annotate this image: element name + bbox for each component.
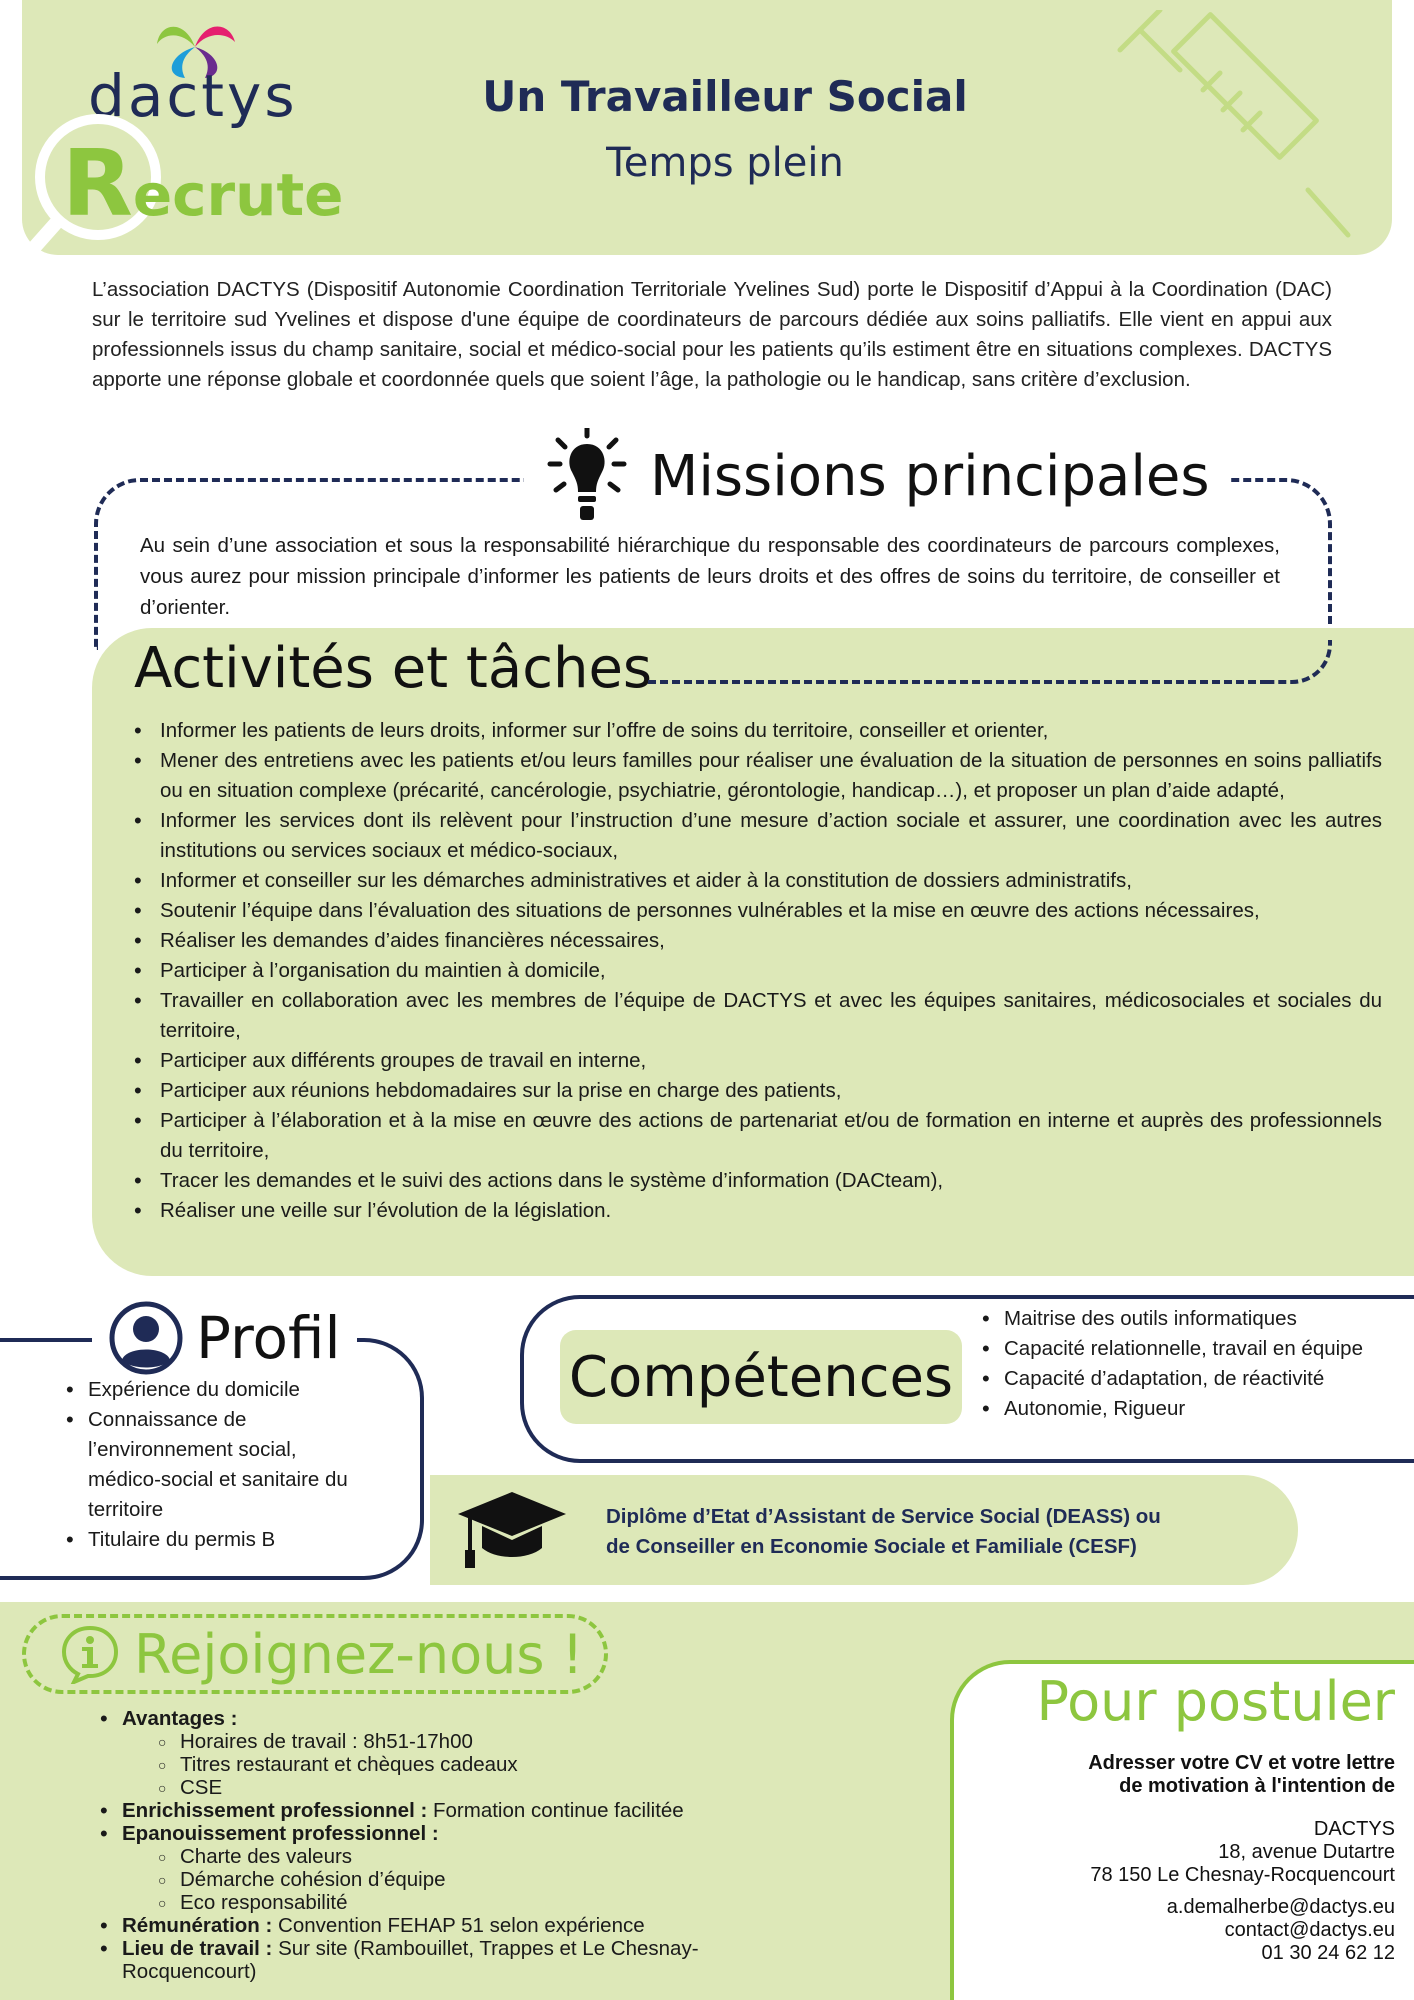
list-item: • Participer aux réunions hebdomadaires sur la prise en charge des patients, bbox=[134, 1076, 1382, 1106]
sub-list-item: ○ Démarche cohésion d’équipe bbox=[158, 1868, 820, 1891]
diploma-line-1: Diplôme d’Etat d’Assistant de Service Social (DEASS) ou bbox=[606, 1505, 1161, 1528]
email-link[interactable]: contact@dactys.eu bbox=[1224, 1919, 1395, 1941]
job-title: Un Travailleur Social bbox=[482, 72, 968, 121]
list-item: • Réaliser une veille sur l’évolution de la législation. bbox=[134, 1196, 1382, 1226]
list-item: • Informer les patients de leurs droits, informer sur l’offre de soins du territoire, conseiller et orienter, bbox=[134, 716, 1382, 746]
address-line: DACTYS bbox=[1313, 1818, 1395, 1840]
competences-heading bbox=[560, 1330, 962, 1424]
activities-divider bbox=[648, 680, 1268, 684]
list-item bbox=[100, 1799, 820, 1822]
join-heading bbox=[22, 1614, 608, 1694]
syringe-icon bbox=[1108, 10, 1356, 250]
list-item: • Capacité d’adaptation, de réactivité bbox=[982, 1364, 1386, 1394]
sub-list-item: ○ Charte des valeurs bbox=[158, 1845, 820, 1868]
recrute-label: Recrute bbox=[62, 130, 344, 237]
remuneration-value: Convention FEHAP 51 selon expérience bbox=[272, 1914, 645, 1937]
list-item: • Maitrise des outils informatiques bbox=[982, 1304, 1386, 1334]
list-item: • Expérience du domicile bbox=[66, 1375, 366, 1405]
list-item: • Capacité relationnelle, travail en équipe bbox=[982, 1334, 1386, 1364]
enrichissement-value: Formation continue facilitée bbox=[427, 1799, 684, 1822]
profil-heading bbox=[92, 1298, 357, 1378]
logo-text: dactys bbox=[88, 62, 298, 130]
list-item: • Mener des entretiens avec les patients et/ou leurs familles pour réaliser une évaluation de la situation de personnes en soins palliatifs ou en situation complexe (précarité, cancérologie, psychiatrie, gérontologie, handicap…), et proposer un plan d’aide adapté, bbox=[134, 746, 1382, 806]
sub-list-item: ○ CSE bbox=[158, 1776, 820, 1799]
list-item: • Titulaire du permis B bbox=[66, 1525, 366, 1555]
list-item: • Tracer les demandes et le suivi des actions dans le système d’information (DACteam), bbox=[134, 1166, 1382, 1196]
apply-contact bbox=[970, 1896, 1395, 1965]
missions-text: Au sein d’une association et sous la responsabilité hiérarchique du responsable des coordinateurs de parcours complexes, vous aurez pour mission principale d’informer les patients de leurs droits et des offres de soins du territoire, de conseiller et d’orienter. bbox=[140, 534, 1280, 619]
apply-address bbox=[970, 1818, 1395, 1887]
list-item bbox=[100, 1914, 820, 1937]
activities-list bbox=[134, 716, 1382, 1226]
list-item: • Travailler en collaboration avec les membres de l’équipe de DACTYS et avec les équipes sanitaires, médicosociales et sociales du territoire, bbox=[134, 986, 1382, 1046]
missions-heading bbox=[524, 428, 1230, 524]
diploma-line-2: de Conseiller en Economie Sociale et Familiale (CESF) bbox=[606, 1535, 1137, 1558]
apply-title: Pour postuler bbox=[1036, 1670, 1395, 1733]
avantages-label: Avantages : bbox=[122, 1707, 238, 1730]
user-icon bbox=[108, 1300, 184, 1376]
diploma-text bbox=[606, 1502, 1206, 1562]
info-icon bbox=[60, 1624, 120, 1684]
lieu-value: Sur site (Rambouillet, Trappes et Le Chesnay-Rocquencourt) bbox=[122, 1937, 699, 1983]
list-item: • Informer et conseiller sur les démarches administratives et aider à la constitution de dossiers administratifs, bbox=[134, 866, 1382, 896]
address-line: 18, avenue Dutartre bbox=[1218, 1841, 1395, 1863]
email-link[interactable]: a.demalherbe@dactys.eu bbox=[1166, 1896, 1395, 1918]
lightbulb-icon bbox=[544, 428, 630, 524]
remuneration-label: Rémunération : bbox=[122, 1914, 273, 1937]
list-item: • Participer à l’organisation du maintien à domicile, bbox=[134, 956, 1382, 986]
apply-instructions-line-1: Adresser votre CV et votre lettre bbox=[1088, 1752, 1395, 1774]
profil-title: Profil bbox=[196, 1304, 341, 1372]
apply-instructions-line-2: de motivation à l'intention de bbox=[1119, 1775, 1395, 1797]
list-item: • Informer les services dont ils relèvent pour l’instruction d’une mesure d’action sociale et assurer, une coordination avec les autres institutions ou services sociaux et médico-sociaux, bbox=[134, 806, 1382, 866]
list-item: • Participer à l’élaboration et à la mise en œuvre des actions de partenariat et/ou de formation en interne et auprès des professionnels du territoire, bbox=[134, 1106, 1382, 1166]
list-item bbox=[100, 1822, 820, 1914]
list-item: • Soutenir l’équipe dans l’évaluation des situations de personnes vulnérables et la mise en œuvre des actions nécessaires, bbox=[134, 896, 1382, 926]
list-item bbox=[100, 1937, 820, 1983]
competences-title: Compétences bbox=[568, 1344, 954, 1410]
list-item bbox=[100, 1707, 820, 1799]
address-line: 78 150 Le Chesnay-Rocquencourt bbox=[1090, 1864, 1395, 1886]
sub-list-item: ○ Horaires de travail : 8h51-17h00 bbox=[158, 1730, 820, 1753]
job-time: Temps plein bbox=[606, 140, 844, 186]
list-item: • Autonomie, Rigueur bbox=[982, 1394, 1386, 1424]
intro-paragraph: L’association DACTYS (Dispositif Autonomie Coordination Territoriale Yvelines Sud) porte le Dispositif d’Appui à la Coordination (DAC) sur le territoire sud Yvelines et dispose d'une équipe de coordinateurs de parcours dédiée aux soins palliatifs. Elle vient en appui aux professionnels issus du champ sanitaire, social et médico-social pour les patients qu’ils estiment être en situations complexes. DACTYS apporte une réponse globale et coordonnée quels que soient l’âge, la pathologie ou le handicap, sans critère d’exclusion. bbox=[92, 278, 1332, 391]
join-list bbox=[100, 1707, 820, 1983]
list-item: • Connaissance de l’environnement social, médico-social et sanitaire du territoire bbox=[66, 1405, 366, 1525]
join-title: Rejoignez-nous ! bbox=[134, 1622, 584, 1686]
graduation-cap-icon bbox=[456, 1490, 568, 1572]
epanouissement-label: Epanouissement professionnel : bbox=[122, 1822, 439, 1845]
sub-list-item: ○ Eco responsabilité bbox=[158, 1891, 820, 1914]
missions-title: Missions principales bbox=[650, 443, 1210, 509]
list-item: • Réaliser les demandes d’aides financières nécessaires, bbox=[134, 926, 1382, 956]
list-item: • Participer aux différents groupes de travail en interne, bbox=[134, 1046, 1382, 1076]
activities-title: Activités et tâches bbox=[134, 636, 653, 701]
apply-instructions bbox=[970, 1752, 1395, 1798]
phone-number: 01 30 24 62 12 bbox=[1261, 1942, 1395, 1964]
profil-list bbox=[66, 1375, 366, 1555]
lieu-label: Lieu de travail : bbox=[122, 1937, 273, 1960]
sub-list-item: ○ Titres restaurant et chèques cadeaux bbox=[158, 1753, 820, 1776]
enrichissement-label: Enrichissement professionnel : bbox=[122, 1799, 428, 1822]
competences-list bbox=[982, 1304, 1386, 1424]
